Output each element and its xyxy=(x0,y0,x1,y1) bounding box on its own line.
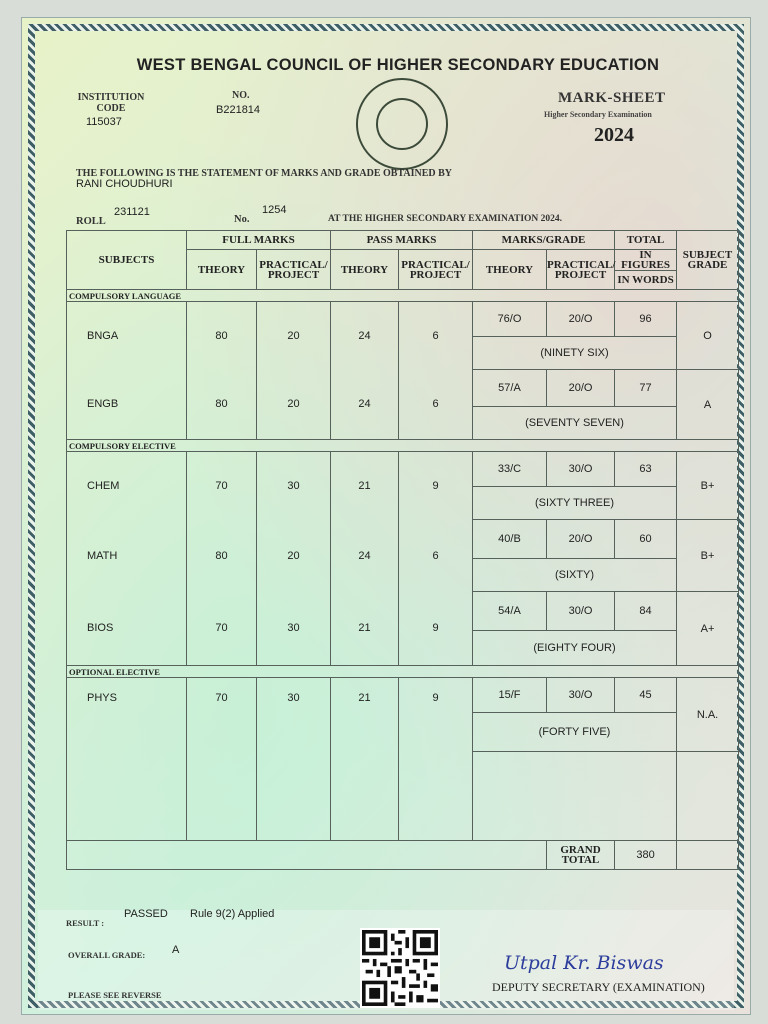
result-value: PASSED xyxy=(124,908,168,920)
section-label: OPTIONAL ELECTIVE xyxy=(67,666,739,678)
full-practical: 30 xyxy=(257,678,331,841)
full-practical: 30 xyxy=(257,592,331,666)
pass-theory: 24 xyxy=(331,520,399,592)
marks-practical-header: PRACTICAL/ PROJECT xyxy=(547,250,615,290)
student-name: RANI CHOUDHURI xyxy=(76,178,173,190)
roll-label: ROLL xyxy=(76,216,106,227)
council-seal-emblem xyxy=(356,78,448,170)
full-practical: 20 xyxy=(257,370,331,440)
mark-sheet xyxy=(22,18,750,1014)
overall-grade-label: OVERALL GRADE: xyxy=(68,950,146,960)
result-label: RESULT : xyxy=(66,918,105,928)
header-row-1 xyxy=(67,231,739,250)
pass-practical: 6 xyxy=(399,370,473,440)
marks-theory: 40/B xyxy=(473,520,547,559)
pass-theory: 24 xyxy=(331,370,399,440)
subject-code: MATH xyxy=(67,520,187,592)
subject-code: BIOS xyxy=(67,592,187,666)
total-figures: 45 xyxy=(615,678,677,713)
pass-theory-header: THEORY xyxy=(331,250,399,290)
statement-intro: THE FOLLOWING IS THE STATEMENT OF MARKS AND GRADE OBTAINED BY xyxy=(76,168,452,179)
subject-grade: A+ xyxy=(677,592,739,666)
exam-year: 2024 xyxy=(594,124,634,146)
institution-code-label: INSTITUTION CODE xyxy=(77,92,145,114)
marks-table xyxy=(66,230,739,870)
subject-grade: N.A. xyxy=(677,678,739,752)
rule-applied: Rule 9(2) Applied xyxy=(190,908,275,920)
marks-practical: 30/O xyxy=(547,452,615,487)
table-row xyxy=(67,302,739,337)
empty-cell xyxy=(473,752,677,841)
in-words-header: IN WORDS xyxy=(615,271,677,290)
marks-theory: 54/A xyxy=(473,592,547,631)
table-row xyxy=(67,592,739,631)
full-theory: 80 xyxy=(187,520,257,592)
empty-cell xyxy=(677,841,739,870)
total-words: (SIXTY THREE) xyxy=(473,487,677,520)
total-header: TOTAL xyxy=(615,231,677,250)
marks-practical: 20/O xyxy=(547,370,615,407)
exam-statement: AT THE HIGHER SECONDARY EXAMINATION 2024. xyxy=(328,214,563,224)
grand-total-row xyxy=(67,841,739,870)
subject-grade-header: SUBJECT GRADE xyxy=(677,231,739,290)
exam-name: Higher Secondary Examination xyxy=(544,110,652,119)
pass-theory: 21 xyxy=(331,678,399,841)
overall-grade-value: A xyxy=(172,944,180,956)
section-label: COMPULSORY LANGUAGE xyxy=(67,290,739,302)
marks-theory: 57/A xyxy=(473,370,547,407)
table-row xyxy=(67,520,739,559)
subject-code: CHEM xyxy=(67,452,187,520)
subject-code: ENGB xyxy=(67,370,187,440)
section-label: COMPULSORY ELECTIVE xyxy=(67,440,739,452)
full-theory: 80 xyxy=(187,370,257,440)
full-marks-header: FULL MARKS xyxy=(187,231,331,250)
full-practical: 20 xyxy=(257,520,331,592)
signatory-title: DEPUTY SECRETARY (EXAMINATION) xyxy=(492,980,705,994)
empty-cell xyxy=(677,752,739,841)
section-row xyxy=(67,666,739,678)
sheet-number: B221814 xyxy=(216,104,261,116)
full-theory-header: THEORY xyxy=(187,250,257,290)
full-theory: 70 xyxy=(187,592,257,666)
subject-grade: A xyxy=(677,370,739,440)
council-title: WEST BENGAL COUNCIL OF HIGHER SECONDARY EDUCATION xyxy=(136,56,660,74)
qr-code-icon xyxy=(360,928,440,1008)
full-theory: 70 xyxy=(187,452,257,520)
subjects-header: SUBJECTS xyxy=(67,231,187,290)
pass-practical: 9 xyxy=(399,592,473,666)
pass-practical-header: PRACTICAL/ PROJECT xyxy=(399,250,473,290)
subject-grade: B+ xyxy=(677,520,739,592)
marks-practical: 30/O xyxy=(547,592,615,631)
table-row xyxy=(67,452,739,487)
subject-code: PHYS xyxy=(67,678,187,841)
grand-total-value: 380 xyxy=(615,841,677,870)
number-label: No. xyxy=(234,214,250,225)
roll-value: 231121 xyxy=(114,206,150,218)
marks-theory: 33/C xyxy=(473,452,547,487)
marks-practical: 20/O xyxy=(547,302,615,337)
total-figures: 96 xyxy=(615,302,677,337)
empty-cell xyxy=(67,841,547,870)
pass-practical: 9 xyxy=(399,452,473,520)
pass-theory: 24 xyxy=(331,302,399,370)
sheet-no-label: NO. xyxy=(232,90,250,101)
see-reverse-note: PLEASE SEE REVERSE xyxy=(68,990,162,1000)
signature: Utpal Kr. Biswas xyxy=(504,952,664,974)
total-figures: 60 xyxy=(615,520,677,559)
in-figures-header: IN FIGURES xyxy=(615,250,677,271)
institution-code: 115037 xyxy=(86,116,122,128)
full-practical: 20 xyxy=(257,302,331,370)
pass-theory: 21 xyxy=(331,452,399,520)
pass-practical: 9 xyxy=(399,678,473,841)
marks-theory: 15/F xyxy=(473,678,547,713)
qr-code-graphic xyxy=(362,930,438,1006)
full-practical-header: PRACTICAL/ PROJECT xyxy=(257,250,331,290)
total-figures: 63 xyxy=(615,452,677,487)
section-row xyxy=(67,290,739,302)
total-figures: 77 xyxy=(615,370,677,407)
total-words: (SEVENTY SEVEN) xyxy=(473,407,677,440)
grand-total-label: GRAND TOTAL xyxy=(547,841,615,870)
table-row xyxy=(67,678,739,713)
subject-grade: O xyxy=(677,302,739,370)
marks-theory: 76/O xyxy=(473,302,547,337)
total-words: (EIGHTY FOUR) xyxy=(473,631,677,666)
total-words: (FORTY FIVE) xyxy=(473,713,677,752)
pass-practical: 6 xyxy=(399,302,473,370)
table-row xyxy=(67,370,739,407)
pass-theory: 21 xyxy=(331,592,399,666)
doc-title: MARK-SHEET xyxy=(558,90,666,106)
pass-marks-header: PASS MARKS xyxy=(331,231,473,250)
total-words: (NINETY SIX) xyxy=(473,337,677,370)
subject-code: BNGA xyxy=(67,302,187,370)
pass-practical: 6 xyxy=(399,520,473,592)
full-theory: 80 xyxy=(187,302,257,370)
marks-grade-header: MARKS/GRADE xyxy=(473,231,615,250)
marks-practical: 30/O xyxy=(547,678,615,713)
total-figures: 84 xyxy=(615,592,677,631)
subject-grade: B+ xyxy=(677,452,739,520)
marks-theory-header: THEORY xyxy=(473,250,547,290)
sheet-content xyxy=(38,34,734,998)
marks-practical: 20/O xyxy=(547,520,615,559)
total-words: (SIXTY) xyxy=(473,559,677,592)
section-row xyxy=(67,440,739,452)
full-theory: 70 xyxy=(187,678,257,841)
full-practical: 30 xyxy=(257,452,331,520)
number-value: 1254 xyxy=(262,204,287,216)
